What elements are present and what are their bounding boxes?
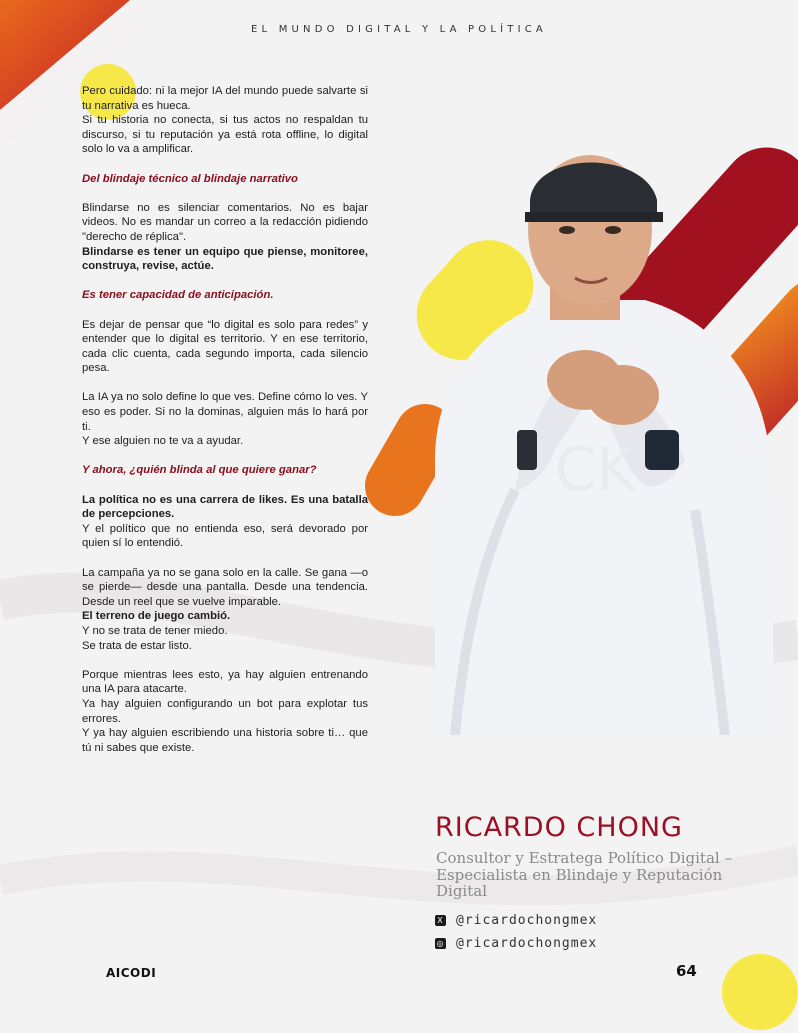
paragraph: Y ese alguien no te va a ayudar. xyxy=(82,435,244,448)
subheading: Y ahora, ¿quién blinda al que quiere ganar? xyxy=(82,464,317,477)
subheading: Es tener capacidad de anticipación. xyxy=(82,289,274,302)
instagram-handle: @ricardochongmex xyxy=(456,936,598,951)
yellow-dot-bottom-right xyxy=(722,954,798,1030)
x-handle: @ricardochongmex xyxy=(456,913,598,928)
author-role: Consultor y Estratega Político Digital – Especialista en Blindaje y Reputación Digital xyxy=(436,849,732,900)
article-column xyxy=(82,84,368,755)
instagram-icon: ◎ xyxy=(436,939,445,948)
author-portrait xyxy=(395,130,785,735)
paragraph: Pero cuidado: ni la mejor IA del mundo puede salvarte si tu narrativa es hueca. xyxy=(82,85,368,112)
paragraph: La campaña ya no se gana solo en la calle. Se gana —o se pierde— desde una pantalla. Desde una tendencia. Desde un reel que se vuelve imparable. xyxy=(82,566,368,608)
x-handle-row[interactable] xyxy=(435,913,597,928)
x-logo-icon: X xyxy=(435,915,446,926)
magazine-section-header: EL MUNDO DIGITAL Y LA POLÍTICA xyxy=(251,24,547,35)
paragraph: Es dejar de pensar que “lo digital es solo para redes” y entender que lo digital es territorio. Y en ese territorio, cada clic cuenta, cada segundo importa, cada silencio pesa. xyxy=(82,318,368,375)
paragraph: Se trata de estar listo. xyxy=(82,639,192,652)
paragraph: Si tu historia no conecta, si tus actos no respaldan tu discurso, si tu reputación ya está rota offline, lo digital solo lo va a amplificar. xyxy=(82,114,368,156)
paragraph: Porque mientras lees esto, ya hay alguien entrenando una IA para atacarte. xyxy=(82,668,368,696)
paragraph: Y ya hay alguien escribiendo una historia sobre ti… que tú ni sabes que existe. xyxy=(82,727,368,754)
paragraph-bold: Blindarse es tener un equipo que piense, monitoree, construya, revise, actúe. xyxy=(82,245,368,273)
instagram-handle-row[interactable] xyxy=(435,936,597,951)
paragraph-bold: La política no es una carrera de likes. Es una batalla de percepciones. xyxy=(82,493,368,521)
page-number: 64 xyxy=(676,962,697,980)
paragraph: Y el político que no entienda eso, será devorado por quien sí lo entendió. xyxy=(82,522,368,550)
footer-brand: AICODI xyxy=(106,966,157,980)
paragraph: La IA ya no solo define lo que ves. Define cómo lo ves. Y eso es poder. Si no la dominas, alguien más lo hará por ti. xyxy=(82,391,368,433)
paragraph: Ya hay alguien configurando un bot para explotar tus errores. xyxy=(82,697,368,725)
author-name: RICARDO CHONG xyxy=(435,812,683,843)
svg-text:CK: CK xyxy=(554,435,636,505)
paragraph-bold: El terreno de juego cambió. xyxy=(82,610,231,623)
paragraph: Y no se trata de tener miedo. xyxy=(82,624,228,637)
paragraph: Blindarse no es silenciar comentarios. No es bajar videos. No es mandar un correo a la redacción pidiendo "derecho de réplica". xyxy=(82,201,368,243)
subheading: Del blindaje técnico al blindaje narrativo xyxy=(82,172,298,185)
